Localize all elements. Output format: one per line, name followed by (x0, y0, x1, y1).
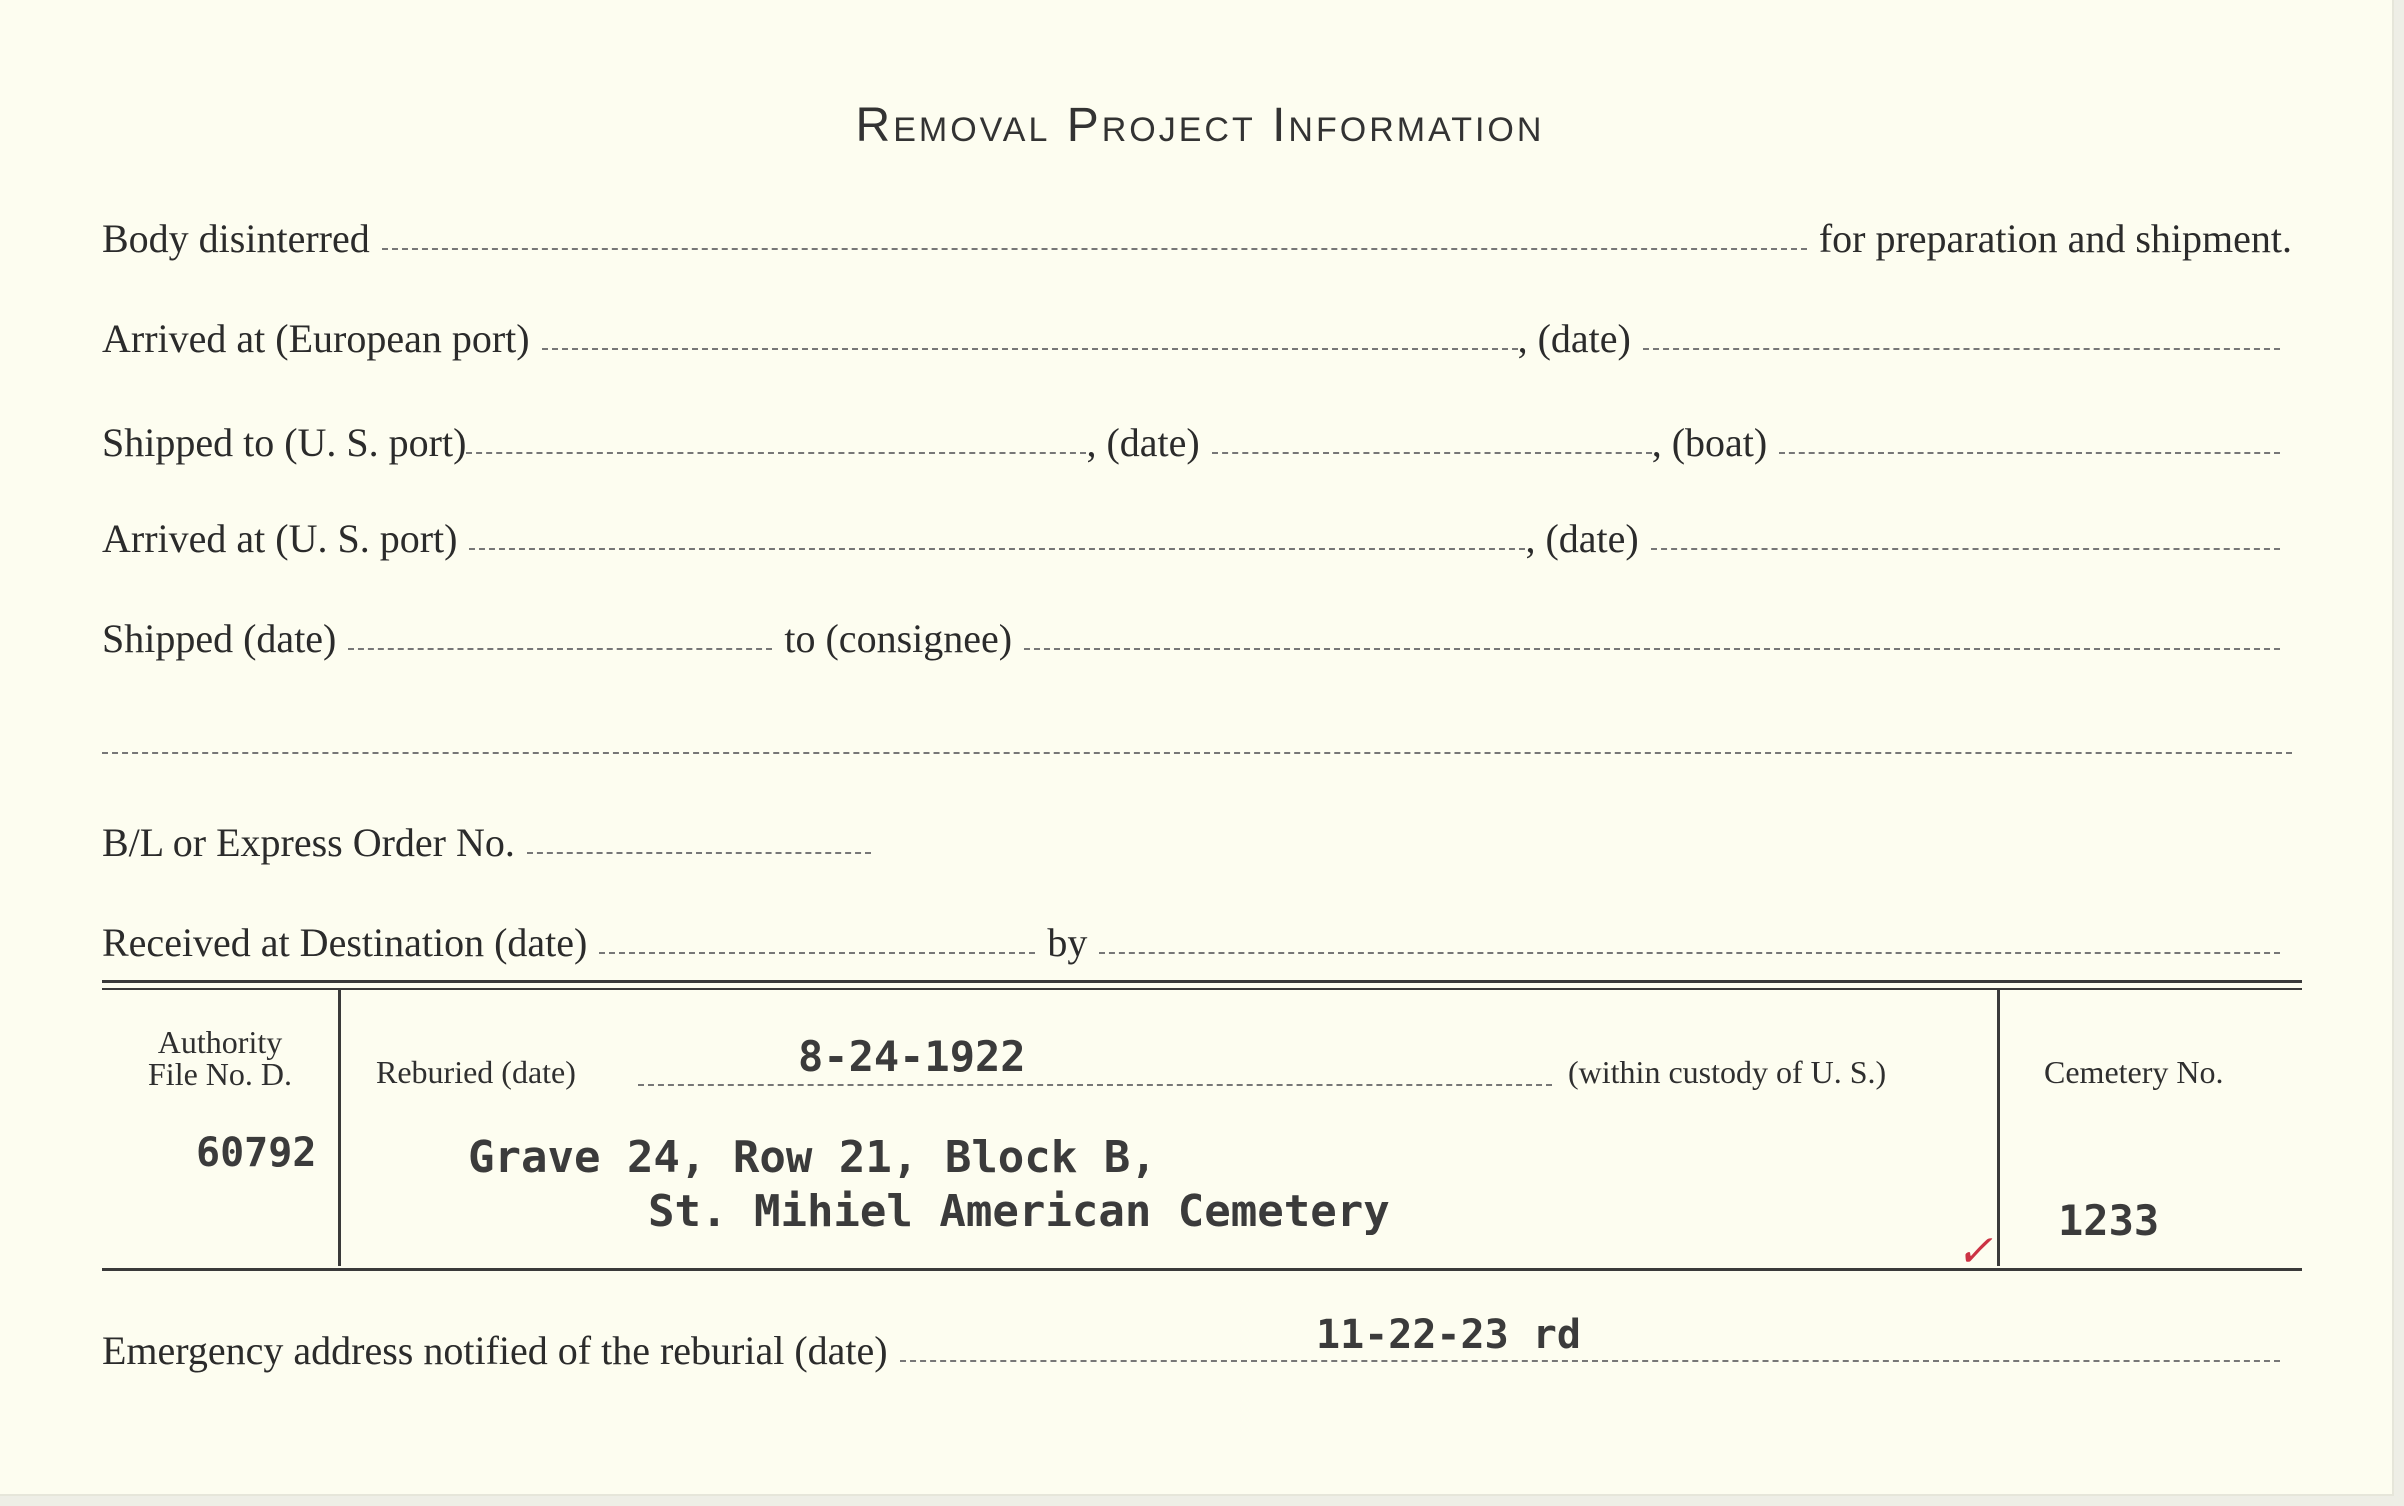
body-disinterred-label: Body disinterred (102, 216, 370, 261)
row-received (102, 910, 2292, 966)
european-port-field[interactable] (542, 348, 1518, 350)
grave-line-2: St. Mihiel American Cemetery (648, 1186, 1390, 1237)
shipped-date-label: Shipped (date) (102, 616, 337, 661)
shipped-us-boat-field[interactable] (1779, 452, 2280, 454)
consignee-continuation-field[interactable] (102, 752, 2292, 754)
received-by-field[interactable] (1099, 952, 2280, 954)
cemetery-no-value: 1233 (2058, 1196, 2160, 1245)
cemetery-no-label: Cemetery No. (2044, 1054, 2224, 1090)
row-body-disinterred (102, 206, 2292, 262)
arrived-european-date-field[interactable] (1643, 348, 2280, 350)
row-bl-order (102, 810, 2292, 866)
card-title: Removal Project Information (855, 99, 1545, 152)
row-arrived-european (102, 306, 2292, 362)
preparation-shipment-label: for preparation and shipment. (1818, 216, 2292, 261)
reburied-date-value: 8-24-1922 (798, 1032, 1026, 1081)
arrived-us-port-field[interactable] (469, 548, 1525, 550)
shipped-us-boat-label: , (boat) (1651, 420, 1768, 465)
shipped-us-date-field[interactable] (1212, 452, 1652, 454)
received-by-label: by (1047, 920, 1088, 965)
consignee-field[interactable] (1024, 648, 2280, 650)
bl-order-field[interactable] (527, 852, 871, 854)
arrived-us-label: Arrived at (U. S. port) (102, 516, 458, 561)
emergency-label: Emergency address notified of the reburial (date) (102, 1328, 888, 1373)
authority-label: Authority (157, 1024, 283, 1060)
emergency-date-value: 11-22-23 rd (1316, 1312, 1581, 1358)
body-disinterred-field[interactable] (382, 248, 1807, 250)
arrived-us-date-label: , (date) (1525, 516, 1639, 561)
arrived-european-label: Arrived at (European port) (102, 316, 530, 361)
us-port-field[interactable] (466, 452, 1086, 454)
row-emergency (102, 1318, 2292, 1374)
received-date-field[interactable] (599, 952, 1035, 954)
box-top-rule (102, 980, 2302, 983)
grave-line-1: Grave 24, Row 21, Block B, (468, 1132, 1157, 1183)
reburied-label: Reburied (date) (376, 1054, 576, 1090)
red-check-mark: ✓ (1956, 1226, 1993, 1277)
row-arrived-us (102, 506, 2292, 562)
reburied-date-field[interactable] (638, 1084, 1552, 1086)
consignee-label: to (consignee) (784, 616, 1013, 661)
shipped-date-field[interactable] (348, 648, 772, 650)
emergency-date-field[interactable] (900, 1360, 2280, 1362)
custody-label: (within custody of U. S.) (1568, 1054, 1887, 1090)
shipped-us-label: Shipped to (U. S. port) (102, 420, 467, 465)
row-shipped-date (102, 606, 2292, 662)
file-no-label: File No. D. (148, 1056, 292, 1092)
arrived-us-date-field[interactable] (1651, 548, 2280, 550)
box-divider-right (1997, 990, 2000, 1266)
bl-order-label: B/L or Express Order No. (102, 820, 515, 865)
shipped-us-date-label: , (date) (1086, 420, 1200, 465)
arrived-european-date-label: , (date) (1517, 316, 1631, 361)
row-shipped-us (102, 410, 2292, 466)
box-divider-left (338, 990, 341, 1266)
file-no-value: 60792 (196, 1130, 317, 1176)
box-top-rule-2 (102, 988, 2302, 990)
received-label: Received at Destination (date) (102, 920, 588, 965)
